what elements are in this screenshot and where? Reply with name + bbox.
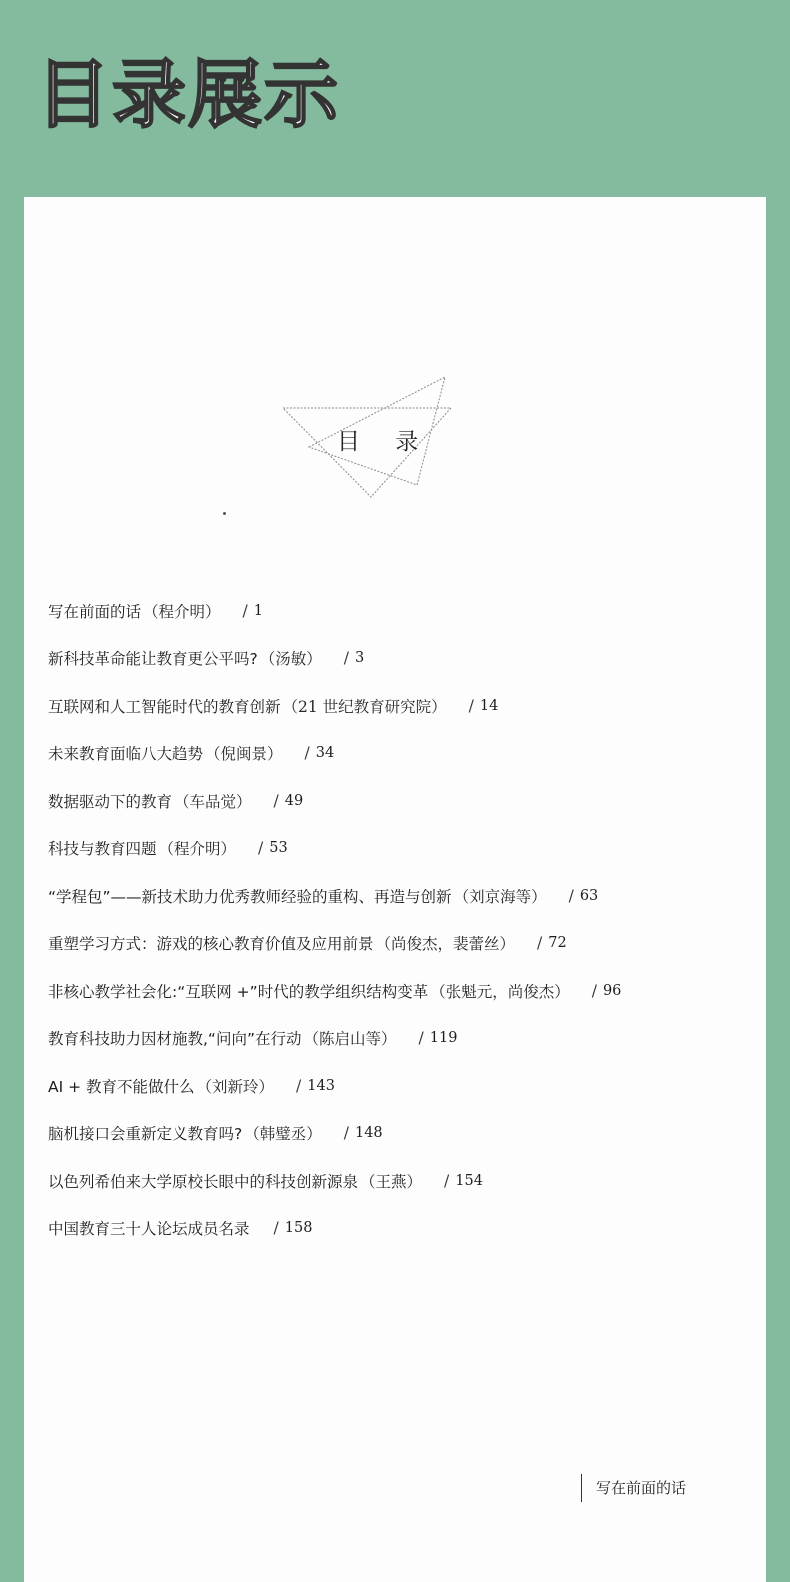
toc-entry-title: 新科技革命能让教育更公平吗? xyxy=(48,650,258,669)
toc-entry-separator: / xyxy=(418,1029,424,1048)
toc-entry-separator: / xyxy=(444,1171,450,1190)
toc-entry[interactable] xyxy=(48,1015,748,1063)
toc-entry-page: 119 xyxy=(429,1030,458,1047)
toc-entry-author: （程介明） xyxy=(158,840,237,859)
toc-entry-author: （张魁元，尚俊杰） xyxy=(430,982,570,1001)
toc-entry-page: 49 xyxy=(284,792,304,809)
toc-entry-author: （尚俊杰，裴蕾丝） xyxy=(375,935,516,954)
toc-entry-separator: / xyxy=(296,1076,302,1095)
toc-entry[interactable] xyxy=(48,1110,748,1158)
toc-entry-page: 96 xyxy=(602,982,622,999)
running-footer: 写在前面的话 xyxy=(596,1479,687,1497)
toc-entry-page: 148 xyxy=(354,1125,383,1142)
toc-entry-page: 1 xyxy=(253,602,263,619)
toc-entry-separator: / xyxy=(537,934,543,953)
toc-entry-author: （刘京海等） xyxy=(453,887,547,906)
toc-entry-title: 教育科技助力因材施教,“问向”在行动 xyxy=(48,1030,302,1049)
toc-entry-separator: / xyxy=(343,1124,349,1143)
toc-entry-separator: / xyxy=(568,886,574,905)
toc-entry-title: 互联网和人工智能时代的教育创新 xyxy=(48,697,281,716)
toc-entry-separator: / xyxy=(343,649,349,668)
toc-entry-author: （21 世纪教育研究院） xyxy=(282,697,447,716)
toc-entry-title: 非核心教学社会化:“互联网 +”时代的教学组织结构变革 xyxy=(48,982,429,1001)
toc-entry-separator: / xyxy=(273,1219,279,1238)
toc-entry-separator: / xyxy=(304,744,310,763)
toc-entry[interactable] xyxy=(48,825,748,873)
toc-entry[interactable] xyxy=(48,777,748,825)
toc-entry-title: “学程包”——新技术助力优秀教师经验的重构、再造与创新 xyxy=(48,887,452,906)
speck xyxy=(223,512,226,515)
toc-entry[interactable] xyxy=(48,635,748,683)
toc-entry-separator: / xyxy=(242,601,248,620)
toc-entry-title: 科技与教育四题 xyxy=(48,840,157,859)
toc-entry-page: 63 xyxy=(579,887,599,904)
toc-entry-separator: / xyxy=(468,696,474,715)
toc-entry-author: （车品觉） xyxy=(174,792,252,811)
toc-entry-author: （程介明） xyxy=(143,602,221,621)
toc-list xyxy=(48,587,748,1252)
toc-entry-page: 14 xyxy=(479,697,499,714)
toc-entry[interactable] xyxy=(48,1157,748,1205)
toc-entry[interactable] xyxy=(48,730,748,778)
toc-entry-author: （王燕） xyxy=(360,1172,423,1191)
toc-entry-title: 以色列希伯来大学原校长眼中的科技创新源泉 xyxy=(48,1172,359,1191)
toc-entry-page: 3 xyxy=(354,650,365,667)
toc-entry-page: 53 xyxy=(269,840,288,857)
toc-heading: 目 录 xyxy=(337,429,433,455)
toc-entry[interactable] xyxy=(48,967,748,1015)
toc-entry[interactable] xyxy=(48,1205,748,1253)
toc-entry-separator: / xyxy=(258,839,264,858)
toc-entry-author: （韩璧丞） xyxy=(244,1125,322,1144)
toc-entry-separator: / xyxy=(591,981,597,1000)
toc-entry-page: 143 xyxy=(307,1077,335,1094)
footer-divider xyxy=(581,1474,582,1502)
toc-entry[interactable] xyxy=(48,872,748,920)
toc-entry-author: （陈启山等） xyxy=(303,1030,397,1049)
toc-entry-author: （汤敏） xyxy=(259,650,322,669)
toc-entry-title: 未来教育面临八大趋势 xyxy=(48,745,204,764)
toc-entry[interactable] xyxy=(48,1062,748,1110)
toc-entry-title: 数据驱动下的教育 xyxy=(48,792,173,811)
toc-entry-page: 34 xyxy=(315,745,335,762)
toc-entry-separator: / xyxy=(273,791,279,810)
toc-entry-title: 脑机接口会重新定义教育吗? xyxy=(48,1125,243,1144)
toc-heading-block xyxy=(279,375,459,500)
toc-entry-page: 154 xyxy=(455,1172,483,1189)
toc-entry-title: 重塑学习方式：游戏的核心教育价值及应用前景 xyxy=(48,935,374,954)
toc-entry[interactable] xyxy=(48,682,748,730)
toc-entry-author: （刘新玲） xyxy=(196,1077,275,1096)
book-page xyxy=(24,197,766,1582)
toc-entry-page: 72 xyxy=(548,935,567,952)
toc-entry-title: 中国教育三十人论坛成员名录 xyxy=(48,1220,250,1239)
toc-entry-title: 写在前面的话 xyxy=(48,602,142,621)
banner-title: 目录展示 xyxy=(36,52,340,138)
toc-entry[interactable] xyxy=(48,587,748,635)
toc-entry-author: （倪闽景） xyxy=(205,745,283,764)
toc-entry[interactable] xyxy=(48,920,748,968)
toc-entry-page: 158 xyxy=(284,1220,313,1237)
toc-entry-title: AI + 教育不能做什么 xyxy=(48,1077,195,1096)
